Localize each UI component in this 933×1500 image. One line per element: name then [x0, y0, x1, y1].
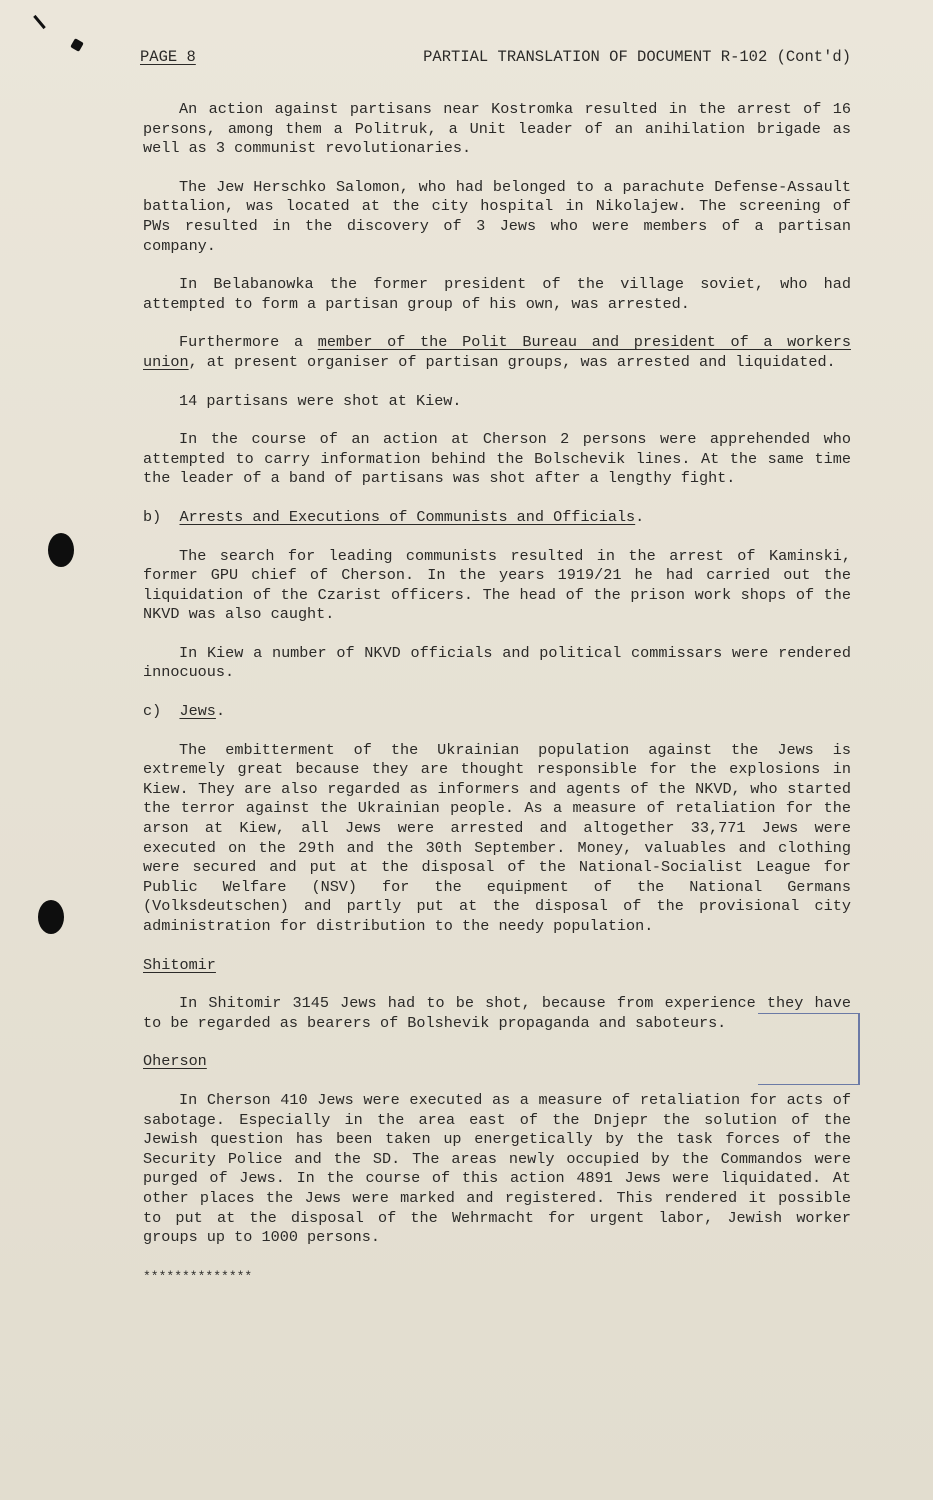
- punch-hole: [38, 900, 64, 934]
- section-title: Jews: [179, 702, 216, 721]
- paragraph: In Shitomir 3145 Jews had to be shot, because from experience they have to be regarded as bearers of Bolshevik propaganda and saboteurs.: [143, 994, 851, 1032]
- section-marker: b): [143, 507, 162, 526]
- paragraph: [143, 333, 851, 372]
- paragraph: The embitterment of the Ukrainian population against the Jews is extremely great because they are thought responsible for the explosions in Kiew. They are also regarded as informers and agents of the NKVD, who started the terror against the Ukrainian people. As a measure of retaliation for the arson at Kiew, all Jews were arrested and altogether 33,771 Jews were executed on the 29th and the 30th September. Money, valuables and clothing were secured and put at the disposal of the National-Socialist League for Public Welfare (NSV) for the equipment of the National Germans (Volksdeutschen) and partly put at the disposal of the provisional city administration for distribution to the needy population.: [143, 740, 851, 935]
- heading-shitomir: Shitomir: [143, 955, 216, 974]
- section-marker: c): [143, 702, 162, 721]
- paragraph-text: , at present organiser of partisan groups, was arrested and liquidated.: [188, 352, 836, 371]
- paragraph: An action against partisans near Kostromka resulted in the arrest of 16 persons, among them a Politruk, a Unit leader of an anihilation brigade as well as 3 communist revolutionaries.: [143, 100, 851, 158]
- heading-cherson: Oherson: [143, 1052, 207, 1071]
- paragraph: 14 partisans were shot at Kiew.: [179, 391, 462, 410]
- end-mark: **************: [143, 1268, 253, 1284]
- document-body: [143, 100, 851, 1305]
- punch-hole: [48, 533, 74, 567]
- corner-mark: [33, 15, 46, 29]
- paragraph: In the course of an action at Cherson 2 persons were apprehended who attempted to carry information behind the Bolschevik lines. At the same time the leader of a band of partisans was shot after a lengthy fight.: [143, 430, 851, 488]
- page-number: PAGE 8: [140, 48, 196, 66]
- section-heading-b: b) Arrests and Executions of Communists and Officials.: [143, 507, 645, 526]
- paragraph: In Kiew a number of NKVD officials and political commissars were rendered innocuous.: [143, 643, 851, 682]
- section-heading-c: c) Jews.: [143, 702, 226, 721]
- document-title: PARTIAL TRANSLATION OF DOCUMENT R-102 (Cont'd): [423, 48, 851, 66]
- paragraph: In Cherson 410 Jews were executed as a measure of retaliation for acts of sabotage. Especially in the area east of the Dnjepr the solution of the Jewish question has been taken up energetically by the task forces of the Security Police and the SD. The areas newly occupied by the Commandos were purged of Jews. In the course of this action 4891 Jews were liquidated. At other places the Jews were marked and registered. This rendered it possible to put at the disposal of the Wehrmacht for urgent labor, Jewish worker groups up to 1000 persons.: [143, 1090, 851, 1247]
- paragraph: The Jew Herschko Salomon, who had belonged to a parachute Defense-Assault battalion, was located at the city hospital in Nikolajew. The screening of PWs resulted in the discovery of 3 Jews who were members of a partisan company.: [143, 177, 851, 255]
- underlined-text: member of the Polit Bureau and president of a workers union: [143, 333, 851, 371]
- section-title: Arrests and Executions of Communists and Officials: [179, 507, 636, 526]
- paragraph-text: Furthermore a: [179, 333, 318, 352]
- paragraph: In Belabanowka the former president of the village soviet, who had attempted to form a partisan group of his own, was arrested.: [143, 275, 851, 313]
- paragraph: The search for leading communists resulted in the arrest of Kaminski, former GPU chief of Cherson. In the years 1919/21 he had carried out the liquidation of the Czarist officers. The head of the prison work shops of the NKVD was also caught.: [143, 546, 851, 624]
- corner-mark: [70, 38, 84, 52]
